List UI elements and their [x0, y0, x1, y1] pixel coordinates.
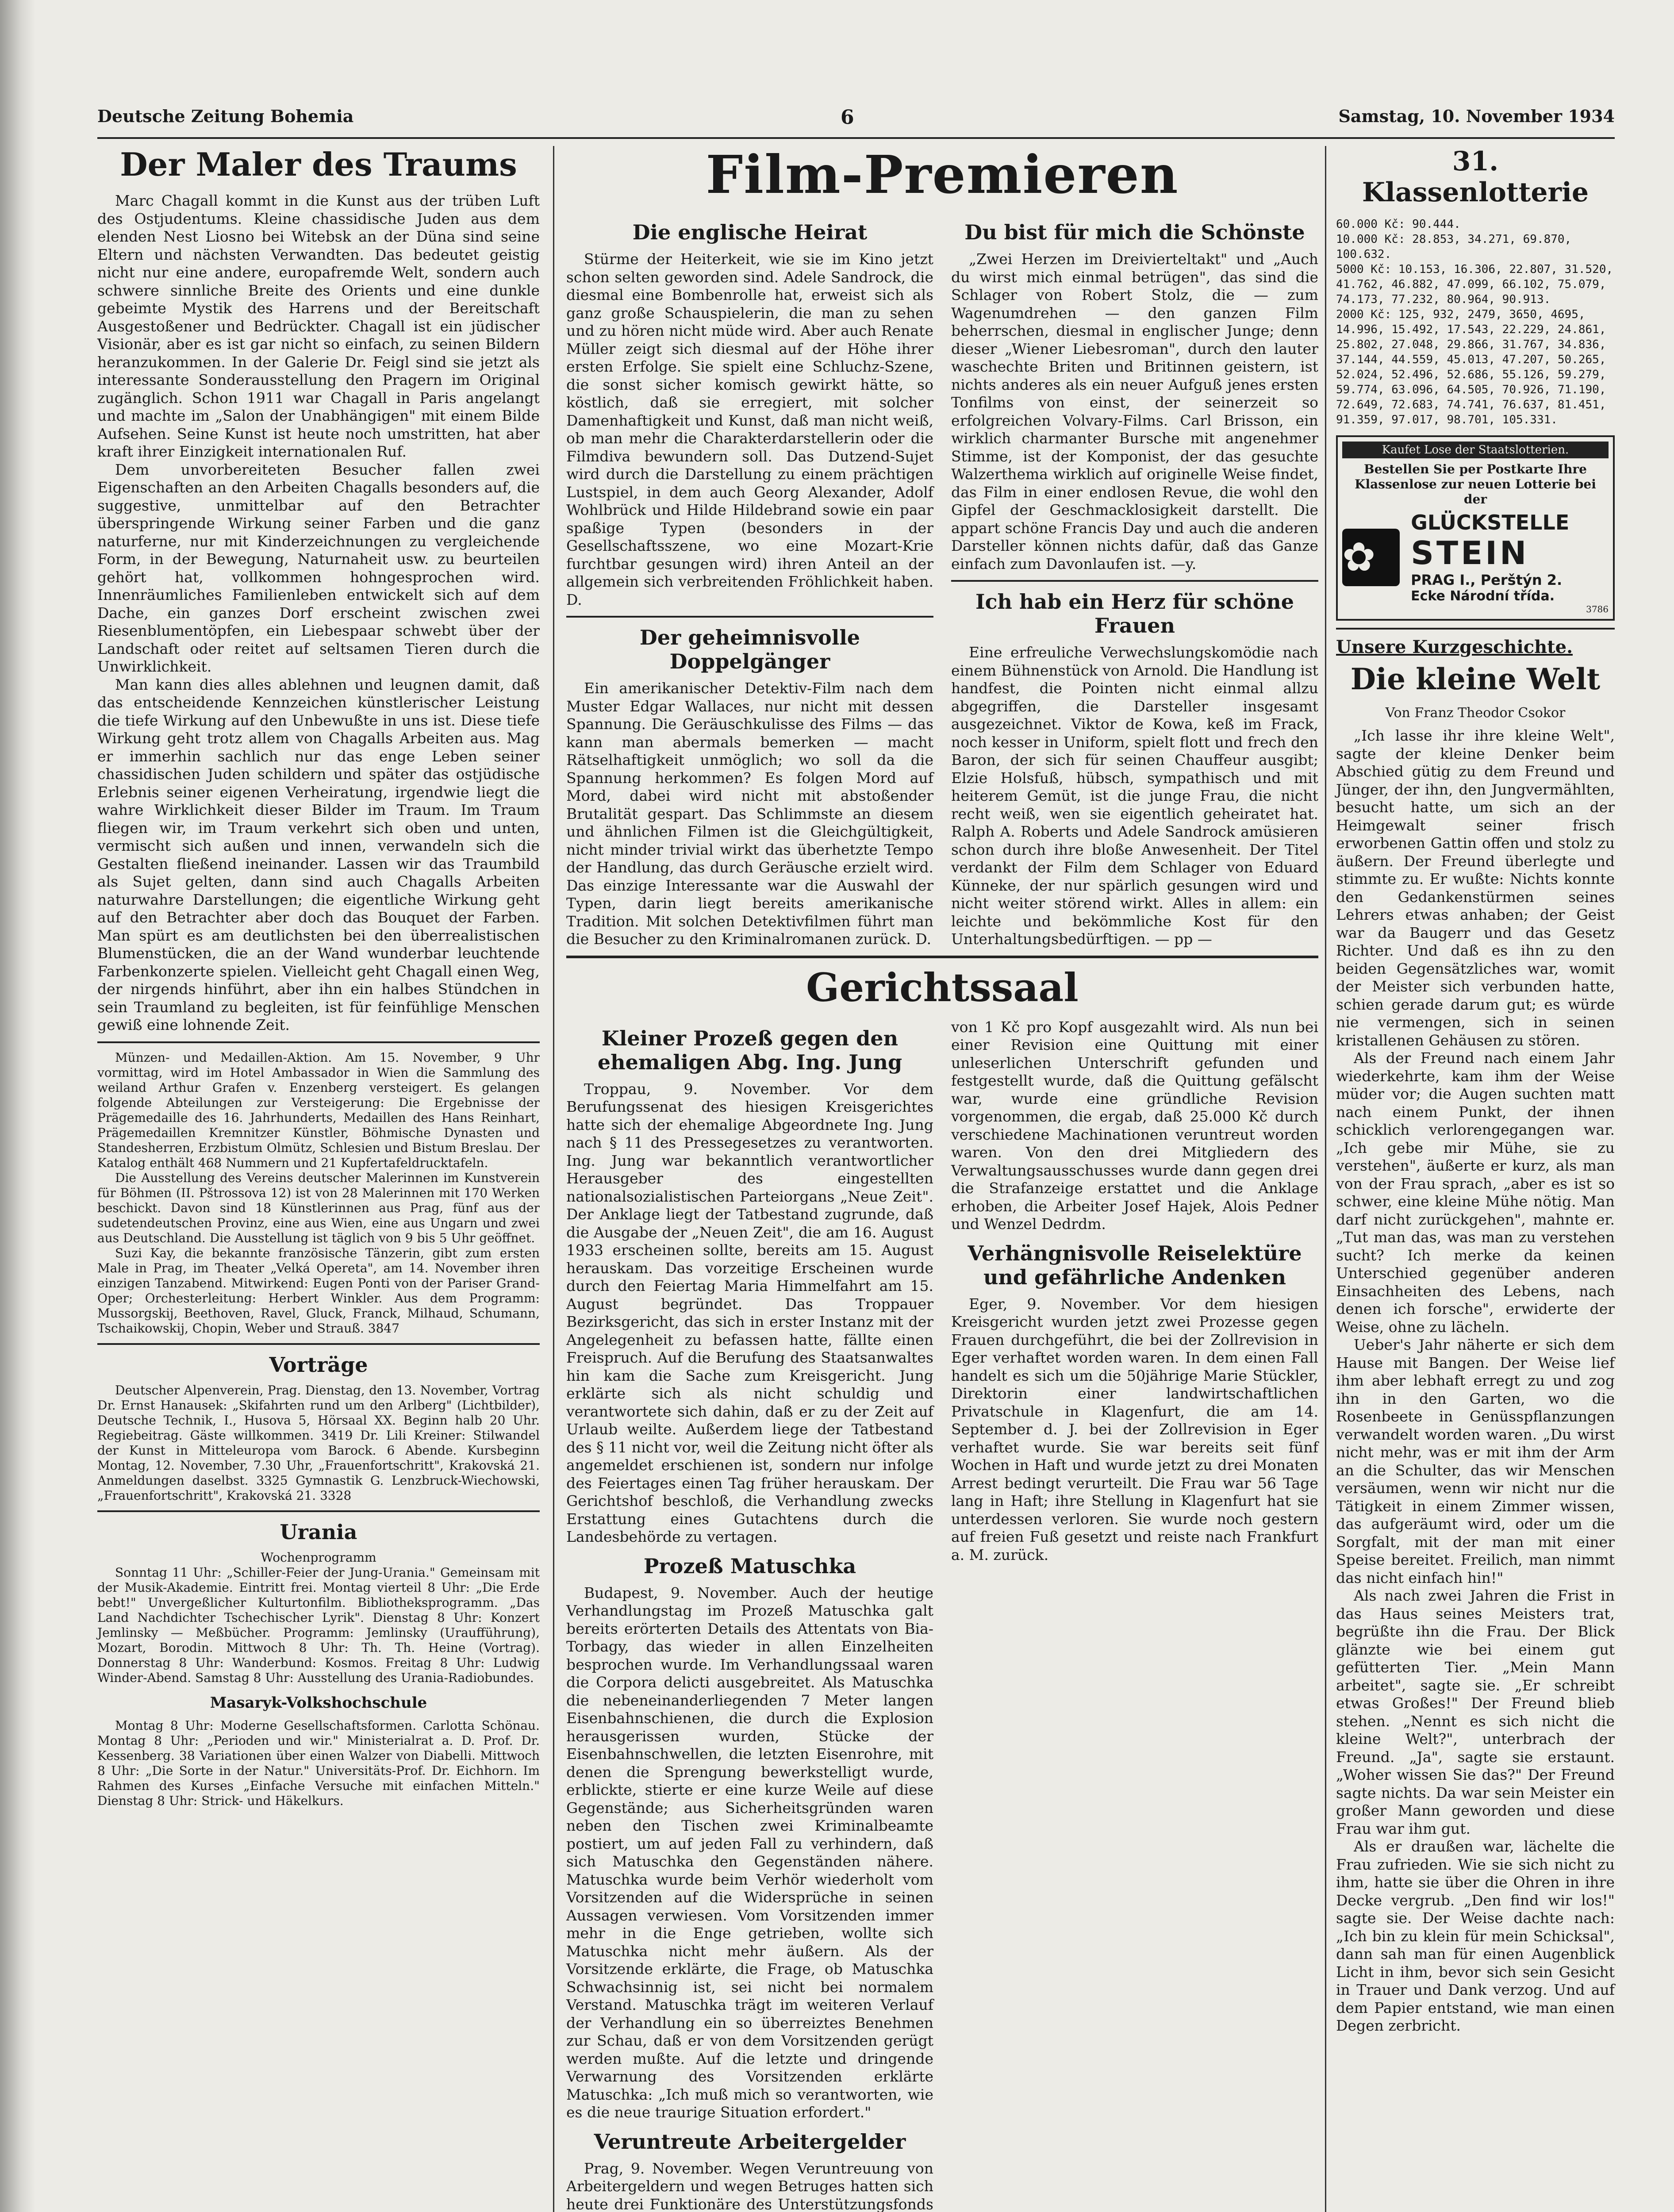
- review-text: Eine erfreuliche Verwechslungskomödie nach einem Bühnenstück von Arnold. Die Handlung ist handfest, die Pointen nicht einmal allzu abgegriffen, die Darsteller insgesamt ausgezeichnet. Viktor de Kowa, keß im Frack, noch kesser in Uniform, spielt flott und frech den Baron, der sich für seinen Chauffeur ausgibt; Elzie Holsfuß, hübsch, sympathisch und mit heiterem Gemüt, ist die junge Frau, die nicht recht weiß, wen sie eigentlich geheiratet hat. Ralph A. Roberts und Adele Sandrock amüsieren schon durch ihre bloße Anwesenheit. Der Titel verdankt der Film dem Schlager von Eduard Künneke, der nur spärlich gesungen wird und nicht weiter störend wirkt. Alles in allem: ein leichte und bekömmliche Kost für den Unterhaltungsbedürftigen. — pp —: [951, 644, 1318, 948]
- story-paragraph: Als nach zwei Jahren die Frist in das Haus seines Meisters trat, begrüßte ihn die Frau. Der Blick glänzte wie bei einem gut gefütterten Tier. „Mein Mann arbeitet", sagte sie. „Er schreibt etwas Großes!" Der Freund blieb stehen. „Nennt es sich nicht die kleine Welt?", unterbrach der Freund. „Ja", sagte sie erstaunt. „Woher wissen Sie das?" Der Freund sagte nichts. Da war sein Meister ein großer Mann geworden und diese Frau war ihm gut.: [1336, 1587, 1615, 1837]
- divider: [97, 1041, 540, 1043]
- ad-name: STEIN: [1411, 534, 1529, 572]
- news-note: Die Ausstellung des Vereins deutscher Malerinnen im Kunstverein für Böhmen (II. Pštrossova 12) ist von 28 Malerinnen mit 170 Werken beschickt. Davon sind 18 Künstlerinnen aus Prag, fünf aus der sudetendeutschen Provinz, eine aus Wien, eine aus Ungarn und zwei aus Deutschland. Die Ausstellung ist täglich von 9 bis 5 Uhr geöffnet.: [97, 1170, 540, 1245]
- section-title: Vorträge: [269, 1352, 368, 1377]
- lottery-results: [1336, 217, 1615, 427]
- ad-name: GLÜCKSTELLE: [1411, 511, 1570, 534]
- report-text: Budapest, 9. November. Auch der heutige Verhandlungstag im Prozeß Matuschka galt bereits erörterten Details des Attentats von Bia-Torbagy, das wieder in allen Einzelheiten besprochen wurde. Im Verhandlungssaal waren die Corpora delicti ausgebreitet. Als Matuschka die nebeneinanderliegenden 7 Meter langen Eisenbahnschienen, die durch die Explosion herausgerissen wurden, Stücke der Eisenbahnschwellen, die letzten Eisenrohre, mit denen die Sprengung bewerkstelligt wurde, erblickte, stierte er eine kurze Weile auf diese Gegenstände; aus Sicherheitsgründen waren neben den Tischen zwei Kriminalbeamte postiert, um auf jeden Fall zu verhindern, daß sich Matuschka den Gegenständen nähere. Matuschka wurde beim Verhör wiederholt vom Vorsitzenden auf die Widersprüche in seinen Aussagen verwiesen. Vom Vorsitzenden immer mehr in die Enge getrieben, wollte sich Matuschka nicht mehr äußern. Als der Vorsitzende erklärte, die Frage, ob Matuschka Schwachsinnig ist, sei nicht bei normalem Verstand. Matuschka trägt im weiteren Verlauf der Verhandlung ein so überreiztes Benehmen zur Schau, daß er von dem Vorsitzenden gerügt werden mußte. Auf die letzte und dringende Verwarnung des Vorsitzenden erklärte Matuschka: „Ich muß mich so verantworten, wie es die neue traurige Situation erfordert.": [566, 1584, 933, 2121]
- section-title: Masaryk-Volkshochschule: [210, 1694, 427, 1712]
- lottery-row: 10.000 Kč: 28.853, 34.271, 69.870, 100.632.: [1336, 233, 1572, 261]
- article-paragraph: Man kann dies alles ablehnen und leugnen damit, daß das entscheidende Kennzeichen künstlerischer Leistung die tiefe Wirkung auf den Unbewußte in uns ist. Diese tiefe Wirkung geht trotz allem von Chagalls Arbeiten aus. Mag er immerhin sachlich nur das enge Leben seiner chassidischen Juden schildern und später das ostjüdische Erlebnis seiner eigenen Verheiratung, irgendwie liegt die wahre Wirklichkeit dieser Bilder im Traum. Im Traum fliegen wir, im Traum verkehrt sich oben und unten, vermischt sich außen und innen, verwandeln sich die Gestalten fließend ineinander. Lassen wir das Traumbild als Sujet gelten, dann sind auch Chagalls Arbeiten naturwahre Darstellungen; die eigentliche Wirkung geht auf den Betrachter aber doch das Bouquet der Farben. Man spürt es am deutlichsten bei den überrealistischen Blumenstücken, die an der Wand wunderbar leuchtende Farbenkonzerte spielen. Vielleicht geht Chagall einen Weg, der nirgends hinführt, aber ihn ein halbes Stündchen in sein Traumland zu begleiten, ist für feinfühlige Menschen gewiß eine lohnende Zeit.: [97, 676, 540, 1033]
- review-title: Der geheimnisvolle Doppelgänger: [639, 626, 860, 673]
- report-title: Verhängnisvolle Reiselektüre und gefährliche Andenken: [968, 1241, 1302, 1289]
- article-title: Der Maler des Traums: [120, 146, 517, 183]
- review-title: Ich hab ein Herz für schöne Frauen: [975, 590, 1294, 637]
- report-title: Veruntreute Arbeitergelder: [594, 2129, 906, 2154]
- ad-address: Ecke Národní třída.: [1411, 588, 1555, 604]
- ad-address: PRAG I., Perštýn 2.: [1411, 572, 1563, 588]
- story-paragraph: Ueber's Jahr näherte er sich dem Hause mit Bangen. Der Weise lief ihm aber lebhaft erregt zu und zog ihn in den Garten, wo die Rosenbeete in Genüsspflanzungen verwandelt worden waren. „Du wirst nicht mehr, was er mit ihm der Arm an die Schulter, das wir Menschen versäumen, wenn wir nicht nur die Tätigkeit in einem Zimmer wissen, das aufgeräumt wird, oder um die Sorgfalt, mit der man mit einer Speise bereitet. Freilich, man nimmt das nicht einfach hin!": [1336, 1336, 1615, 1586]
- report-text: Prag, 9. November. Wegen Veruntreuung von Arbeitergeldern und wegen Betruges hatten sich heute drei Funktionäre des Unterstützungsfonds: [566, 2159, 933, 2212]
- divider: [97, 1343, 540, 1345]
- lottery-row: 5000 Kč: 10.153, 16.306, 22.807, 31.520, 41.762, 46.882, 47.099, 66.102, 75.079, 74.173, 77.232, 80.964, 90.913.: [1336, 263, 1613, 306]
- story-paragraph: „Ich lasse ihr ihre kleine Welt", sagte der kleine Denker beim Abschied gütig zu dem Freund und Jünger, der ihn, den Jungvermählten, besucht hatte, um sich an der Heimgewalt seiner frisch erworbenen Gattin offen und stolz zu äußern. Der Freund überlegte und stimmte zu. Er wußte: Nichts konnte den Gedankenstürmen seines Lehrers etwas anhaben; der Geist war da Baugerr und das Gesetz Richter. Und daß es ihn zu den beiden Gegensätzliches war, womit der Meister sich verbunden hatte, schien gerade darum gut; es würde nie vermengen, sich in seinen kristallenen Gehäusen zu stören.: [1336, 727, 1615, 1049]
- film-column: [951, 212, 1318, 949]
- report-text: Troppau, 9. November. Vor dem Berufungssenat des hiesigen Kreisgerichtes hatte sich der ehemalige Abgeordnete Ing. Jung nach § 11 des Pressegesetzes zu verantworten. Ing. Jung war bekanntlich verantwortlicher Herausgeber des eingestellten nationalsozialistischen Parteiorgans „Neue Zeit". Der Anklage liegt der Tatbestand zugrunde, daß die Ausgabe der „Neuen Zeit", die am 16. August 1933 erscheinen sollte, bereits am 15. August herauskam. Das vorzeitige Erscheinen wurde durch den Feiertag Maria Himmelfahrt am 15. August begründet. Das Troppauer Bezirksgericht, das sich in erster Instanz mit der Angelegenheit zu befassen hatte, fällte einen Freispruch. Auf die Berufung des Staatsanwaltes hin kam die Sache zum Kreisgericht. Jung erklärte sich als nicht schuldig und verantwortete sich dahin, daß er zu der Zeit auf Urlaub weilte. Außerdem liege der Tatbestand des § 11 nicht vor, weil die Zeitung nicht öfter als angemeldet erschienen ist, sondern nur infolge des Feiertages einen Tag früher herauskam. Der Gerichtshof beschloß, die Verhandlung zwecks Erstattung eines Gutachtens durch die Landesbehörde zu vertagen.: [566, 1080, 933, 1545]
- film-reviews: [566, 212, 1318, 949]
- court-column: [951, 1018, 1318, 2212]
- article-paragraph: Dem unvorbereiteten Besucher fallen zwei Eigenschaften an den Arbeiten Chagalls besonders auf, die suggestive, unmittelbar auf den Betrachter überspringende Wirkung seiner Farben und die ganz naturferne, nur mit Kinderzeichnungen zu vergleichende Form, in der Bewegung, Naturnaheit usw. zu beurteilen gehört hat, vollkommen hohngesprochen wird. Innenräumliches Familienleben entwickelt sich auf dem Dache, ein ganzes Dorf erscheint zwischen zwei Riesenblumentöpfen, ein Liebespaar schwebt über der Landschaft oder reitet auf seltsamen Tieren durch die Unwirklichkeit.: [97, 461, 540, 675]
- section-title: Urania: [280, 1520, 357, 1544]
- report-title: Prozeß Matuschka: [643, 1554, 856, 1578]
- ad-subtitle: Bestellen Sie per Postkarte Ihre Klassenlose zur neuen Lotterie bei der: [1355, 462, 1596, 507]
- film-column: [566, 212, 933, 949]
- section-subtitle: Wochenprogramm: [261, 1550, 376, 1565]
- issue-date: Samstag, 10. November 1934: [1338, 106, 1615, 126]
- newspaper-page: [97, 102, 1615, 2212]
- divider: [951, 580, 1318, 582]
- review-title: Du bist für mich die Schönste: [964, 220, 1305, 244]
- story-paragraph: Als er draußen war, lächelte die Frau zufrieden. Wie sie sich nicht zu ihm, hatte sie über die Ohren in ihre Decke vergrub. „Den find wir los!" sagte sie. Der Weise dachte nach: „Ich bin zu klein für mein Schicksal", dann sah man für einen Augenblick Licht in ihm, bevor sich sein Gesicht in Trauer und Dank verzog. Und auf dem Papier entstand, wie man einen Degen zerbricht.: [1336, 1838, 1615, 2034]
- section-title: Gerichtssaal: [806, 964, 1079, 1010]
- program-listing: Montag 8 Uhr: Moderne Gesellschaftsformen. Carlotta Schönau. Montag 8 Uhr: „Perioden und wir." Ministerialrat a. D. Prof. Dr. Kessenberg. 38 Variationen über einen Walzer von Diabelli. Mittwoch 8 Uhr: „Die Sorte in der Natur." Universitäts-Prof. Dr. Eichhorn. Im Rahmen des Kurses „Einfache Versuche mit einfachen Mitteln." Dienstag 8 Uhr: Strick- und Häkelkurs.: [97, 1718, 540, 1808]
- divider: [97, 1510, 540, 1512]
- section-title: 31. Klassenlotterie: [1362, 146, 1589, 208]
- review-text: „Zwei Herzen im Dreivierteltakt" und „Auch du wirst mich einmal betrügen", das sind die Schlager von Robert Stolz, die — zum Wagenumdrehen — den ganzen Film beherrschen, diesmal in englischer Junge; denn dieser „Wiener Liebesroman", durch den lauter waschechte Briten und Britinnen geistern, ist nichts anderes als ein neuer Aufguß jenes ersten Tonfilms von einst, der seinerzeit so erfolgreichen Volvary-Films. Carl Brisson, ein wirklich charmanter Bursche mit angenehmer Stimme, ist der Komponist, der das gesuchte Walzerthema wirklich auf originelle Weise findet, das Film in einer endlosen Revue, die wohl den Gipfel der Geschmacklosigkeit darstellt. Die appart schöne Francis Day und auch die anderen Darsteller können nichts dafür, daß das Ganze einfach zum Davonlaufen ist. —y.: [951, 250, 1318, 572]
- story-author: Von Franz Theodor Csokor: [1385, 705, 1566, 721]
- page-edge-shadow: [0, 0, 35, 2212]
- column-middle: [566, 146, 1318, 2212]
- news-note: Suzi Kay, die bekannte französische Tänzerin, gibt zum ersten Male in Prag, im Theater „Velká Opereta", am 14. November ihren einzigen Tanzabend. Mitwirkend: Eugen Ponti von der Pariser Grand-Oper; Orchesterleitung: Herbert Winkler. Aus dem Programm: Mussorgskij, Beethoven, Ravel, Gluck, Franck, Milhaud, Schumann, Tschaikowskij, Chopin, Weber und Strauß. 3847: [97, 1245, 540, 1336]
- lecture-listing: Deutscher Alpenverein, Prag. Dienstag, den 13. November, Vortrag Dr. Ernst Hanausek: „Skifahrten rund um den Arlberg" (Lichtbilder), Deutsche Technik, I., Husova 5, Hörsaal XX. Beginn halb 20 Uhr. Regiebeitrag. Gäste willkommen. 3419 Dr. Lili Kreiner: Stilwandel der Kunst in Mitteleuropa vom Barock. 6 Abende. Kursbeginn Montag, 12. November, 7.30 Uhr, „Frauenfortschritt", Krakovská 21. Anmeldungen daselbst. 3325 Gymnastik G. Lenzbruck-Wiechowski, „Frauenfortschritt", Krakovská 21. 3328: [97, 1382, 540, 1503]
- report-title: Kleiner Prozeß gegen den ehemaligen Abg. Ing. Jung: [597, 1026, 902, 1074]
- divider: [1336, 628, 1615, 630]
- story-title: Die kleine Welt: [1350, 662, 1601, 696]
- column-rule: [553, 146, 554, 2212]
- program-listing: Sonntag 11 Uhr: „Schiller-Feier der Jung-Urania." Gemeinsam mit der Musik-Akademie. Eintritt frei. Montag vierteil 8 Uhr: „Die Erde bebt!" Unvergeßlicher Kulturtonfilm. Bibliotheksprogramm. „Das Land Nachdichter Tschechischer Lyrik". Dienstag 8 Uhr: Konzert Jemlinsky — Meßbücher. Programm: Jemlinsky (Uraufführung), Mozart, Borodin. Mittwoch 8 Uhr: Th. Th. Heine (Vortrag). Donnerstag 8 Uhr: Wanderbund: Kosmos. Freitag 8 Uhr: Ludwig Winder-Abend. Samstag 8 Uhr: Ausstellung des Urania-Radiobundes.: [97, 1565, 540, 1685]
- section-label: Unsere Kurzgeschichte.: [1336, 637, 1573, 657]
- report-text: von 1 Kč pro Kopf ausgezahlt wird. Als nun bei einer Revision eine Quittung mit einer unleserlichen Unterschrift gefunden und festgestellt wurde, daß die Quittung gefälscht war, wurde eine gründliche Revision vorgenommen, die ergab, daß 25.000 Kč durch verschiedene Machinationen veruntreut worden waren. Von den drei Mitgliedern des Verwaltungsausschusses wurde dann gegen drei die Strafanzeige erstattet und die Anklage erhoben, die Arbeiter Josef Hajek, Alois Pedner und Wenzel Dedrdm.: [951, 1018, 1318, 1233]
- lottery-row: 60.000 Kč: 90.444.: [1336, 218, 1461, 231]
- lottery-row: 2000 Kč: 125, 932, 2479, 3650, 4695, 14.996, 15.492, 17.543, 22.229, 24.861, 25.802, 27.048, 29.866, 31.767, 34.836, 37.144, 44.559, 45.013, 47.207, 50.265, 52.024, 52.496, 52.686, 55.126, 59.279, 59.774, 63.096, 64.505, 70.926, 71.190, 72.649, 72.683, 74.741, 76.637, 81.451, 91.359, 97.017, 98.701, 105.331.: [1336, 308, 1606, 426]
- divider: [566, 616, 933, 618]
- ad-number: 3786: [1586, 604, 1609, 614]
- article-paragraph: Marc Chagall kommt in die Kunst aus der trüben Luft des Ostjudentums. Kleine chassidische Juden aus dem elenden Nest Liosno bei Witebsk an der Düna sind seine Eltern und nächsten Verwandten. Das bedeutet geistig nicht nur eine andere, europafremde Welt, sondern auch schwere sinnliche Breite des Orients und eine dunkle gebeimte Mystik des Harrens und der Bereitschaft Ausgestoßener und Bedrückter. Chagall ist ein jüdischer Visionär, aber es ist gar nicht so einfach, zu seinen Bildern heranzukommen. In der Galerie Dr. Feigl sind sie jetzt als interessante Sonderausstellung den Pragern im Original zugänglich. Schon 1911 war Chagall in Paris angelangt und machte im „Salon der Unabhängigen" mit einem Bilde Aufsehen. Seine Kunst ist heute noch umstritten, hat aber kraft ihrer Einzigkeit internationalen Ruf.: [97, 192, 540, 460]
- column-left: [97, 146, 540, 1809]
- court-column: [566, 1018, 933, 2212]
- review-title: Die englische Heirat: [632, 220, 868, 244]
- page-number: 6: [841, 106, 854, 129]
- section-title: Film-Premieren: [706, 144, 1179, 205]
- page-header: [97, 102, 1615, 139]
- lottery-advertisement: [1336, 435, 1615, 621]
- court-reports: [566, 1018, 1318, 2212]
- news-note: Münzen- und Medaillen-Aktion. Am 15. November, 9 Uhr vormittag, wird im Hotel Ambassador in Wien die Sammlung des weiland Arthur Grafen v. Enzenberg versteigert. Es gelangen folgende Abteilungen zur Versteigerung: Die Ergebnisse der Prägemedaille des 16. Jahrhunderts, Medaillen des Hans Reinhart, Prägemedaillen Kremnitzer Künstler, Böhmische Dynasten und Standesherren, Erzbistum Olmütz, Schlesien und Bistum Breslau. Der Katalog enthält 468 Nummern und 21 Kupfertafeldrucktafeln.: [97, 1050, 540, 1170]
- column-rule: [1325, 146, 1326, 2212]
- ad-banner: Kaufet Lose der Staatslotterien.: [1342, 442, 1609, 458]
- review-text: Stürme der Heiterkeit, wie sie im Kino jetzt schon selten geworden sind. Adele Sandrock, die diesmal eine Bombenrolle hat, erweist sich als ganz große Schauspielerin, die man zu sehen und zu hören nicht müde wird. Aber auch Renate Müller zeigt sich diesmal auf der Höhe ihrer ersten Erfolge. Sie spielt eine Schluchz-Szene, die sonst sicher komisch gewirkt hätte, so köstlich, daß sie erregiert, mit solcher Damenhaftigkeit und Kunst, daß man nicht weiß, ob man mehr die Charakterdarstellerin oder die Filmdiva bewundern soll. Das Dutzend-Sujet wird durch die Darstellung zu einem prächtigen Lustspiel, in dem auch Georg Alexander, Adolf Wohlbrück und Hilde Hildebrand sowie ein paar spaßige Typen (besonders in der Gesellschaftsszene, wo eine Mozart-Krie furchtbar gesungen wird) ihren Anteil an der allgemein sich verbreitenden Fröhlichkeit haben. D.: [566, 250, 933, 608]
- lottery-logo-icon: ✿: [1342, 529, 1400, 586]
- review-text: Ein amerikanischer Detektiv-Film nach dem Muster Edgar Wallaces, nur nicht mit dessen Spannung. Die Geräuschkulisse des Films — das kann man abermals bemerken — macht Rätselhaftigkeit unmöglich; wo soll da die Spannung herkommen? Es folgen Mord auf Mord, dabei wird nicht mit abstoßender Brutalität gespart. Das Schlimmste an diesem und ähnlichen Filmen ist die Gleichgültigkeit, nicht minder trivial wirkt das überhetzte Tempo der Handlung, das durch Geräusche erzielt wird. Das einzige Interessante war die Auswahl der Typen, darin liegt bereits amerikanische Tradition. Mit solchen Detektivfilmen führt man die Besucher zu den Kriminalromanen zurück. D.: [566, 680, 933, 948]
- divider: [566, 956, 1318, 958]
- column-right: [1336, 146, 1615, 2035]
- report-text: Eger, 9. November. Vor dem hiesigen Kreisgericht wurden jetzt zwei Prozesse gegen Frauen durchgeführt, die bei der Zollrevision in Eger verhaftet worden waren. In dem einen Fall handelt es sich um die 50jährige Marie Stückler, Direktorin einer landwirtschaftlichen Privatschule in Klagenfurt, die am 14. September d. J. bei der Zollrevision in Eger verhaftet wurde. Sie war bereits seit fünf Wochen in Haft und wurde jetzt zu drei Monaten Arrest bedingt verurteilt. Die Frau war 56 Tage lang in Haft; ihre Stellung in Klagenfurt hat sie unterdessen verloren. Sie wurde noch gestern auf freien Fuß gesetzt und reiste nach Frankfurt a. M. zurück.: [951, 1295, 1318, 1563]
- ad-brand: [1411, 511, 1569, 604]
- masthead-name: Deutsche Zeitung Bohemia: [97, 106, 354, 126]
- story-paragraph: Als der Freund nach einem Jahr wiederkehrte, kam ihm der Weise müder vor; die Augen suchten matt nach einem Punkt, der ihnen schicklich verlorengegangen war. „Ich gebe mir Mühe, sie zu verstehen", äußerte er kurz, als man von der Frau sprach, „aber es ist so schwer, eine kleine Mühe nötig. Man darf nicht zurückgehen", mahnte er. „Tut man das, was man zu verstehen sucht? Ich merke da keinen Unterschied gegenüber anderen Einsachheiten des Lebens, nach denen ich forsche", erwiderte der Weise, ohne zu lächeln.: [1336, 1049, 1615, 1336]
